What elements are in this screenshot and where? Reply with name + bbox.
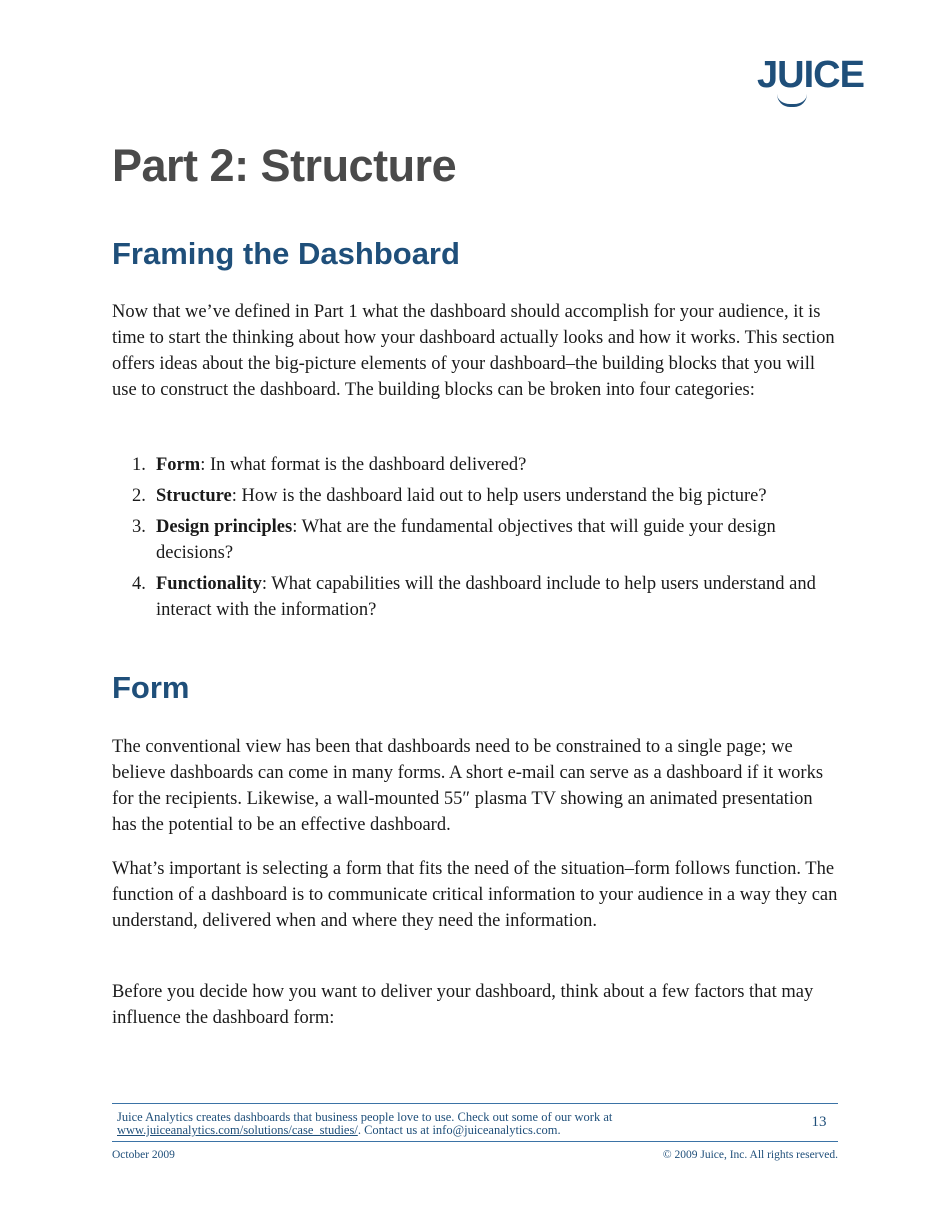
footer-bottom-rule	[112, 1141, 838, 1142]
footer-date: October 2009	[112, 1149, 175, 1161]
intro-paragraph: Now that we’ve defined in Part 1 what the dashboard should accomplish for your audience, it is time to start the thinking about how your dashboard actually looks and how it works. This section offers ideas about the big-picture elements of your dashboard–the building blocks that you will use to construct the dashboard. The building blocks can be broken into four categories:	[112, 302, 835, 400]
list-item-desc: : How is the dashboard laid out to help users understand the big picture?	[231, 486, 767, 506]
list-item: 4. Functionality: What capabilities will the dashboard include to help users understand and interact with the information?	[132, 574, 816, 620]
list-item-desc: : What capabilities will the dashboard include to help users understand and interact with the information?	[156, 574, 816, 620]
list-item: 3. Design principles: What are the fundamental objectives that will guide your design decisions?	[132, 517, 776, 563]
list-item-desc: : What are the fundamental objectives that will guide your design decisions?	[156, 517, 776, 563]
form-paragraph-3: Before you decide how you want to deliver your dashboard, think about a few factors that may influence the dashboard form:	[112, 982, 814, 1028]
form-paragraph-1: The conventional view has been that dashboards need to be constrained to a single page; we believe dashboards can come in many forms. A short e-mail can serve as a dashboard if it works for the recipients. Likewise, a wall-mounted 55″ plasma TV showing an animated presentation has the potential to be an effective dashboard.	[112, 737, 824, 835]
section-heading-framing: Framing the Dashboard	[112, 236, 460, 271]
building-blocks-list	[112, 452, 840, 628]
logo-smile-icon	[777, 94, 807, 107]
footer-copyright: © 2009 Juice, Inc. All rights reserved.	[662, 1149, 838, 1161]
form-paragraph-2: What’s important is selecting a form that fits the need of the situation–form follows function. The function of a dashboard is to communicate critical information to your audience in a way they can understand, delivered when and where they need the information.	[112, 859, 838, 931]
footer-blurb: Juice Analytics creates dashboards that business people love to use. Check out some of our work at www.juiceanalytics.com/solutions/case_studies/. Contact us at info@juiceanalytics.com.	[117, 1110, 613, 1137]
footer-top-rule	[112, 1103, 838, 1104]
page-number: 13	[811, 1114, 827, 1130]
case-studies-link[interactable]: www.juiceanalytics.com/solutions/case_studies/	[117, 1123, 358, 1137]
list-item-desc: : In what format is the dashboard delivered?	[200, 455, 527, 475]
list-item-term: Structure	[156, 486, 232, 506]
list-item-term: Design principles	[156, 517, 293, 537]
list-item-term: Functionality	[156, 574, 262, 594]
page-title: Part 2: Structure	[112, 140, 457, 191]
list-item: 1. Form: In what format is the dashboard delivered?	[132, 455, 527, 475]
juice-logo: JUICE	[757, 54, 864, 96]
list-item-term: Form	[156, 455, 201, 475]
list-item: 2. Structure: How is the dashboard laid out to help users understand the big picture?	[132, 486, 767, 506]
section-heading-form: Form	[112, 670, 190, 705]
